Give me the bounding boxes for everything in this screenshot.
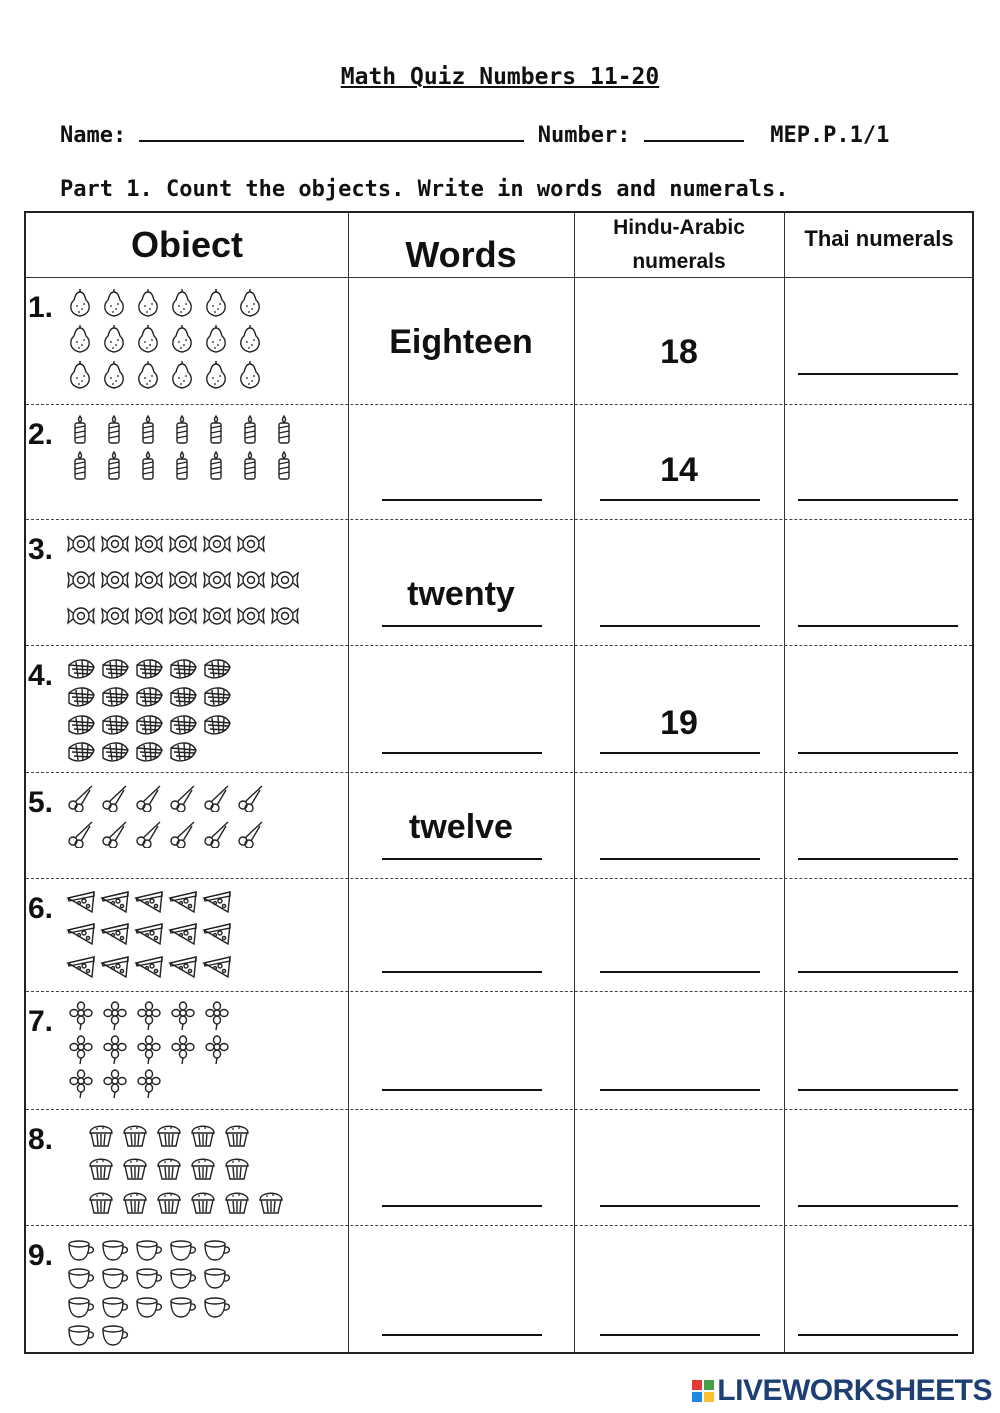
candy-icon [168, 529, 198, 559]
scissors-icon [202, 782, 232, 812]
scissors-icon [236, 818, 266, 848]
candy-icon [236, 529, 266, 559]
flower-icon [100, 1069, 130, 1099]
pear-icon [100, 287, 130, 317]
pear-icon [66, 287, 96, 317]
words-blank[interactable] [382, 1089, 542, 1091]
table-row [26, 1109, 972, 1225]
pear-icon [202, 359, 232, 389]
row-number: 9. [28, 1239, 54, 1272]
muffin-icon [188, 1152, 218, 1182]
thai-numeral-blank[interactable] [798, 373, 958, 375]
seashell-icon [134, 738, 164, 768]
class-code: MEP.P.1/1 [770, 123, 890, 148]
liveworksheets-logo [692, 1374, 992, 1408]
words-answer: Eighteen [389, 323, 533, 361]
candy-icon [168, 601, 198, 631]
pizza-slice-icon [202, 888, 232, 918]
table-row [26, 1225, 972, 1354]
row-number: 8. [28, 1123, 54, 1156]
candle-icon [66, 414, 96, 444]
thai-numeral-blank[interactable] [798, 971, 958, 973]
scissors-icon [168, 818, 198, 848]
candle-icon [168, 450, 198, 480]
column-header-hindu-arabic: Hindu-Arabic numerals [613, 216, 745, 273]
candy-icon [236, 565, 266, 595]
pizza-slice-icon [168, 888, 198, 918]
candle-icon [66, 450, 96, 480]
number-blank[interactable] [644, 122, 744, 142]
candle-icon [168, 414, 198, 444]
pizza-slice-icon [134, 920, 164, 950]
pizza-slice-icon [202, 953, 232, 983]
thai-numeral-blank[interactable] [798, 1089, 958, 1091]
words-blank[interactable] [382, 752, 542, 754]
scissors-icon [202, 818, 232, 848]
pizza-slice-icon [134, 888, 164, 918]
seashell-icon [168, 683, 198, 713]
muffin-icon [86, 1119, 116, 1149]
teacup-icon [66, 1292, 96, 1322]
teacup-icon [66, 1263, 96, 1293]
hindu-arabic-blank[interactable] [600, 499, 760, 501]
pizza-slice-icon [66, 920, 96, 950]
flower-icon [66, 1069, 96, 1099]
seashell-icon [168, 655, 198, 685]
column-header-object: Obiect [130, 224, 244, 265]
seashell-icon [100, 683, 130, 713]
words-blank[interactable] [382, 1334, 542, 1336]
thai-numeral-blank[interactable] [798, 858, 958, 860]
pear-icon [100, 359, 130, 389]
row-number: 6. [28, 892, 54, 925]
name-blank[interactable] [139, 122, 524, 142]
pear-icon [168, 323, 198, 353]
thai-numeral-blank[interactable] [798, 499, 958, 501]
teacup-icon [134, 1235, 164, 1265]
pear-icon [202, 323, 232, 353]
table-row [26, 404, 972, 519]
flower-icon [66, 1001, 96, 1031]
pizza-slice-icon [134, 953, 164, 983]
seashell-icon [168, 738, 198, 768]
teacup-icon [134, 1292, 164, 1322]
pear-icon [236, 287, 266, 317]
pear-icon [66, 359, 96, 389]
muffin-icon [86, 1152, 116, 1182]
teacup-icon [100, 1263, 130, 1293]
hindu-arabic-blank[interactable] [600, 971, 760, 973]
seashell-icon [100, 711, 130, 741]
thai-numeral-blank[interactable] [798, 1334, 958, 1336]
muffin-icon [222, 1119, 252, 1149]
pear-icon [134, 323, 164, 353]
seashell-icon [202, 683, 232, 713]
candy-icon [202, 529, 232, 559]
candle-icon [202, 414, 232, 444]
candle-icon [236, 450, 266, 480]
words-blank[interactable] [382, 858, 542, 860]
candy-icon [134, 601, 164, 631]
instructions: Part 1. Count the objects. Write in words and numerals. [60, 177, 789, 202]
seashell-icon [66, 655, 96, 685]
words-blank[interactable] [382, 971, 542, 973]
table-row [26, 645, 972, 772]
hindu-arabic-blank[interactable] [600, 1205, 760, 1207]
column-header-words: Words [405, 234, 517, 275]
pizza-slice-icon [100, 888, 130, 918]
muffin-icon [120, 1152, 150, 1182]
hindu-arabic-answer: 19 [660, 704, 698, 742]
muffin-icon [188, 1119, 218, 1149]
hindu-arabic-blank[interactable] [600, 625, 760, 627]
scissors-icon [100, 818, 130, 848]
table-row [26, 878, 972, 991]
candle-icon [134, 450, 164, 480]
flower-icon [100, 1001, 130, 1031]
hindu-arabic-blank[interactable] [600, 1334, 760, 1336]
pear-icon [66, 323, 96, 353]
scissors-icon [168, 782, 198, 812]
candle-icon [270, 450, 300, 480]
teacup-icon [168, 1292, 198, 1322]
brand-name: LIVEWORKSHEETS [717, 1374, 992, 1407]
muffin-icon [188, 1186, 218, 1216]
scissors-icon [236, 782, 266, 812]
worksheet-title: Math Quiz Numbers 11-20 [340, 64, 660, 90]
seashell-icon [66, 711, 96, 741]
table-row [26, 991, 972, 1109]
candle-icon [270, 414, 300, 444]
scissors-icon [134, 818, 164, 848]
words-blank[interactable] [382, 1205, 542, 1207]
candle-icon [236, 414, 266, 444]
teacup-icon [168, 1263, 198, 1293]
seashell-icon [134, 683, 164, 713]
pizza-slice-icon [66, 888, 96, 918]
pear-icon [236, 323, 266, 353]
table-row [26, 277, 972, 404]
name-label: Name: [60, 123, 127, 148]
scissors-icon [66, 818, 96, 848]
row-number: 2. [28, 418, 54, 451]
muffin-icon [222, 1186, 252, 1216]
muffin-icon [222, 1152, 252, 1182]
candy-icon [100, 565, 130, 595]
thai-numeral-blank[interactable] [798, 752, 958, 754]
seashell-icon [134, 655, 164, 685]
seashell-icon [134, 711, 164, 741]
row-number: 7. [28, 1005, 54, 1038]
row-number: 3. [28, 533, 54, 566]
muffin-icon [120, 1119, 150, 1149]
flower-icon [168, 1001, 198, 1031]
muffin-icon [86, 1186, 116, 1216]
words-blank[interactable] [382, 499, 542, 501]
flower-icon [134, 1035, 164, 1065]
hindu-arabic-blank[interactable] [600, 752, 760, 754]
teacup-icon [202, 1235, 232, 1265]
flower-icon [100, 1035, 130, 1065]
muffin-icon [120, 1186, 150, 1216]
pizza-slice-icon [202, 920, 232, 950]
words-answer: twenty [407, 575, 515, 613]
candy-icon [236, 601, 266, 631]
candy-icon [270, 565, 300, 595]
pear-icon [134, 287, 164, 317]
candle-icon [100, 414, 130, 444]
flower-icon [134, 1069, 164, 1099]
hindu-arabic-answer: 18 [660, 333, 698, 371]
liveworksheets-mark-icon [692, 1380, 714, 1402]
candy-icon [66, 565, 96, 595]
teacup-icon [100, 1320, 130, 1350]
candle-icon [100, 450, 130, 480]
teacup-icon [66, 1320, 96, 1350]
pizza-slice-icon [66, 953, 96, 983]
candy-icon [66, 529, 96, 559]
hindu-arabic-blank[interactable] [600, 1089, 760, 1091]
candy-icon [100, 529, 130, 559]
scissors-icon [66, 782, 96, 812]
row-number: 1. [28, 291, 54, 324]
hindu-arabic-answer: 14 [660, 451, 698, 489]
candy-icon [202, 601, 232, 631]
row-number: 4. [28, 659, 54, 692]
seashell-icon [168, 711, 198, 741]
flower-icon [134, 1001, 164, 1031]
candy-icon [66, 601, 96, 631]
candy-icon [134, 565, 164, 595]
hindu-arabic-blank[interactable] [600, 858, 760, 860]
name-number-line [60, 122, 889, 148]
pear-icon [100, 323, 130, 353]
flower-icon [202, 1035, 232, 1065]
muffin-icon [154, 1186, 184, 1216]
candy-icon [134, 529, 164, 559]
flower-icon [66, 1035, 96, 1065]
teacup-icon [168, 1235, 198, 1265]
worksheet-table [24, 211, 974, 1354]
muffin-icon [154, 1152, 184, 1182]
pear-icon [168, 287, 198, 317]
pear-icon [236, 359, 266, 389]
pizza-slice-icon [168, 953, 198, 983]
pear-icon [134, 359, 164, 389]
candle-icon [134, 414, 164, 444]
muffin-icon [256, 1186, 286, 1216]
candy-icon [168, 565, 198, 595]
flower-icon [168, 1035, 198, 1065]
scissors-icon [100, 782, 130, 812]
seashell-icon [202, 655, 232, 685]
pear-icon [202, 287, 232, 317]
pear-icon [168, 359, 198, 389]
candy-icon [100, 601, 130, 631]
table-row [26, 772, 972, 878]
seashell-icon [202, 711, 232, 741]
candle-icon [202, 450, 232, 480]
seashell-icon [66, 738, 96, 768]
pizza-slice-icon [168, 920, 198, 950]
candy-icon [270, 601, 300, 631]
scissors-icon [134, 782, 164, 812]
pizza-slice-icon [100, 953, 130, 983]
words-blank[interactable] [382, 625, 542, 627]
teacup-icon [134, 1263, 164, 1293]
candy-icon [202, 565, 232, 595]
muffin-icon [154, 1119, 184, 1149]
teacup-icon [100, 1235, 130, 1265]
row-number: 5. [28, 786, 54, 819]
teacup-icon [202, 1263, 232, 1293]
teacup-icon [66, 1235, 96, 1265]
teacup-icon [202, 1292, 232, 1322]
pizza-slice-icon [100, 920, 130, 950]
seashell-icon [100, 738, 130, 768]
column-header-thai: Thai numerals [804, 226, 954, 251]
seashell-icon [100, 655, 130, 685]
seashell-icon [66, 683, 96, 713]
thai-numeral-blank[interactable] [798, 1205, 958, 1207]
table-row [26, 519, 972, 645]
words-answer: twelve [409, 808, 513, 846]
flower-icon [202, 1001, 232, 1031]
thai-numeral-blank[interactable] [798, 625, 958, 627]
teacup-icon [100, 1292, 130, 1322]
number-label: Number: [537, 123, 631, 148]
